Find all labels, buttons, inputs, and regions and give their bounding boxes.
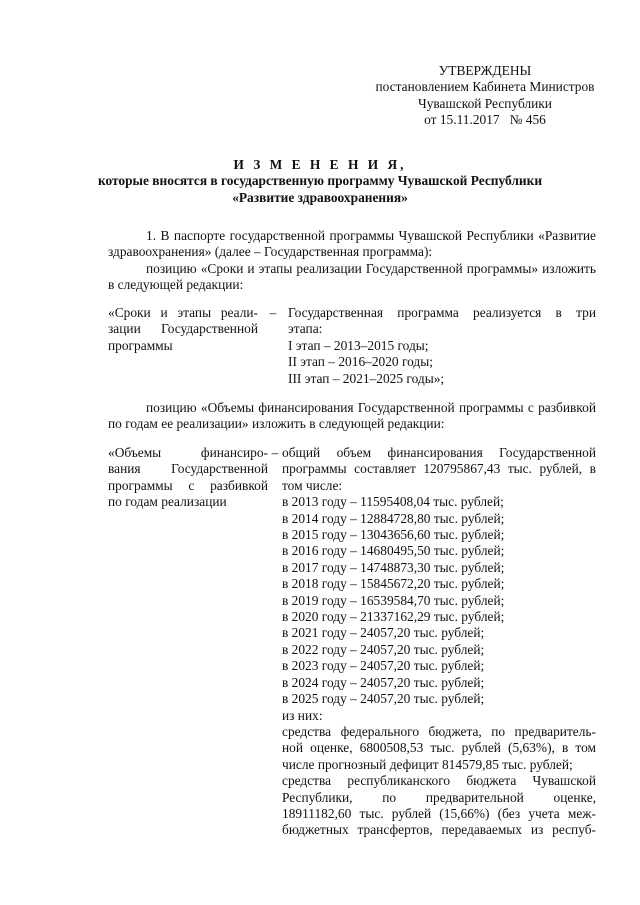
finance-tail-line: 18911182,60 тыс. рублей (15,66%) (без учета меж- (282, 805, 596, 821)
finance-year-line: в 2025 году – 24057,20 тыс. рублей; (282, 691, 485, 707)
finance-tail-line: Республики, по предварительной оценке, (282, 789, 596, 805)
terms-dash: – (269, 305, 277, 320)
terms-value-line: Государственная программа реализуется в три (288, 305, 596, 320)
approval-line-2: Чувашской Республики (418, 95, 552, 111)
paragraph-passport: 1. В паспорте государственной программы Чувашской Республики «Развитие здравоохранения» (далее – Государственная программа): (108, 228, 596, 260)
terms-label-line: «Сроки и этапы реали- (108, 305, 258, 320)
finance-label (108, 445, 268, 839)
finance-year-line: в 2013 году – 11595408,04 тыс. рублей; (282, 494, 504, 510)
finance-label-line: «Объемы финансиро- (108, 445, 268, 460)
approval-heading: УТВЕРЖДЕНЫ (438, 63, 532, 78)
finance-intro-line: общий объем финансирования Государственной (282, 445, 596, 460)
approval-line-1: постановлением Кабинета Министров (375, 79, 595, 95)
terms-row (108, 305, 596, 387)
finance-label-line: по годам реализации (108, 494, 227, 510)
terms-label-line: программы (108, 337, 173, 353)
finance-tail-line: средства республиканского бюджета Чувашской (282, 773, 596, 789)
finance-tail-line: числе прогнозный дефицит 814579,85 тыс. рублей; (282, 756, 573, 772)
terms-label (108, 305, 258, 387)
finance-year-line: в 2023 году – 24057,20 тыс. рублей; (282, 658, 485, 674)
finance-tail-line: ной оценке, 6800508,53 тыс. рублей (5,63%), в том (282, 740, 596, 756)
finance-year-line: в 2020 году – 21337162,29 тыс. рублей; (282, 609, 505, 625)
paragraph-finance-position: позицию «Объемы финансирования Государственной программы с разбивкой по годам ее реализации» изложить в следующей редакции: (108, 400, 596, 432)
title-line-1: И З М Е Н Е Н И Я, (233, 157, 407, 172)
intro-paragraphs (108, 228, 596, 294)
finance-year-line: в 2019 году – 16539584,70 тыс. рублей; (282, 592, 505, 608)
finance-of-them: из них: (282, 707, 323, 723)
terms-label-line: зации Государственной (108, 321, 258, 337)
document-title (60, 157, 580, 206)
title-line-3: «Развитие здравоохранения» (232, 189, 408, 205)
finance-value (282, 445, 596, 839)
finance-year-line: в 2014 году – 12884728,80 тыс. рублей; (282, 510, 505, 526)
terms-value (288, 305, 596, 387)
terms-value-line: I этап – 2013–2015 годы; (288, 337, 429, 353)
finance-row (108, 445, 596, 839)
terms-value-line: III этап – 2021–2025 годы»; (288, 370, 445, 386)
finance-year-line: в 2021 году – 24057,20 тыс. рублей; (282, 625, 485, 641)
finance-label-line: вания Государственной (108, 461, 268, 477)
finance-dash: – (271, 445, 279, 460)
finance-year-line: в 2017 году – 14748873,30 тыс. рублей; (282, 559, 505, 575)
finance-tail-line: средства федерального бюджета, по предваритель- (282, 723, 596, 739)
finance-intro-line: том числе: (282, 477, 343, 493)
terms-value-line: этапа: (288, 321, 323, 337)
finance-year-line: в 2015 году – 13043656,60 тыс. рублей; (282, 527, 505, 543)
finance-intro-line: программы составляет 120795867,43 тыс. рублей, в (282, 461, 596, 477)
finance-tail-line: бюджетных трансфертов, передаваемых из респуб- (282, 822, 596, 838)
paragraph-terms-position: позицию «Сроки и этапы реализации Государственной программы» изложить в следующей редакции: (108, 260, 596, 293)
title-line-2: которые вносятся в государственную программу Чувашской Республики (97, 173, 543, 189)
approval-stamp (360, 63, 610, 129)
finance-year-line: в 2024 году – 24057,20 тыс. рублей; (282, 674, 485, 690)
terms-value-line: II этап – 2016–2020 годы; (288, 354, 433, 370)
finance-year-line: в 2022 году – 24057,20 тыс. рублей; (282, 641, 485, 657)
approval-date-number: от 15.11.2017 № 456 (424, 112, 546, 128)
finance-intro (108, 400, 596, 433)
finance-year-line: в 2018 году – 15845672,20 тыс. рублей; (282, 576, 505, 592)
finance-label-line: программы с разбивкой (108, 477, 268, 493)
finance-year-line: в 2016 году – 14680495,50 тыс. рублей; (282, 543, 505, 559)
